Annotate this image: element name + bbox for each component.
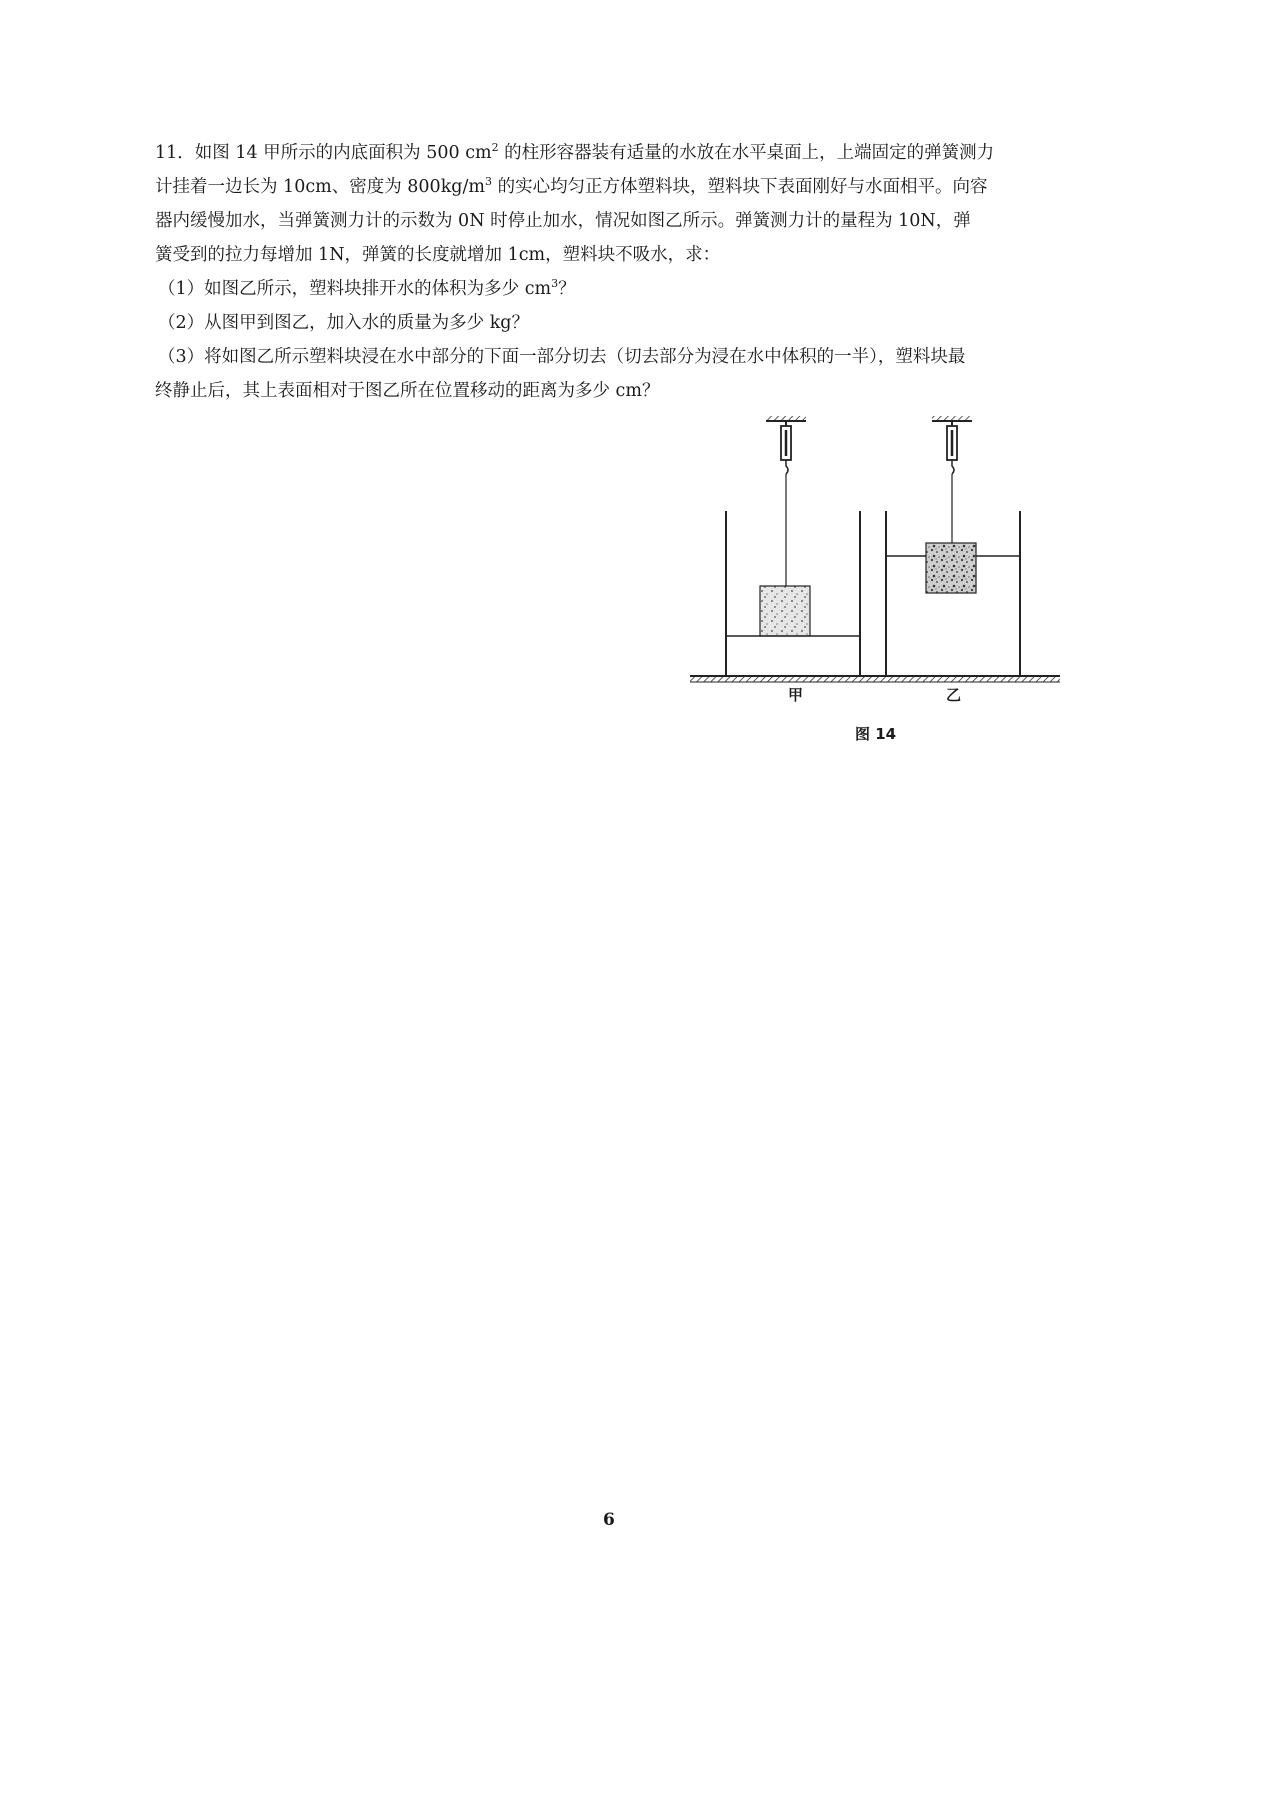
question-intro-line-4: 簧受到的拉力每增加 1N，弹簧的长度就增加 1cm，塑料块不吸水，求： [155,245,721,265]
question-11 [155,136,1075,408]
sub-question-2: （2）从图甲到图乙，加入水的质量为多少 kg？ [158,313,530,333]
figure-14-drawing [680,408,1080,708]
sub-question-3-line-2: 终静止后，其上表面相对于图乙所在位置移动的距离为多少 cm？ [155,381,660,401]
table-surface [690,676,1060,682]
question-intro-line-2: 计挂着一边长为 10cm、密度为 $800kg/m^3$ 的实心均匀正方体塑料块，塑料块下表面刚好与水面相平。向容 [155,175,988,197]
spring-scale-left [781,426,791,474]
figure-caption: 图 14 [855,725,897,743]
plastic-block-left [760,586,810,636]
sub-question-1: （1）如图乙所示，塑料块排开水的体积为多少 $cm^3$？ [158,277,576,299]
page-number: 6 [603,1510,615,1530]
figure-14 [680,408,1080,748]
figure-label-right: 乙 [946,686,962,704]
setup-right [886,416,1020,676]
plastic-block-right [926,543,976,593]
question-intro-line-3: 器内缓慢加水，当弹簧测力计的示数为 0N 时停止加水，情况如图乙所示。弹簧测力计的量程为 10N，弹 [155,211,971,231]
figure-label-left: 甲 [788,686,804,704]
spring-scale-right [947,426,957,474]
question-intro-line-1: 11．如图 14 甲所示的内底面积为 500 $cm^2$ 的柱形容器装有适量的水放在水平桌面上，上端固定的弹簧测力 [155,141,995,163]
setup-left [726,416,860,676]
sub-question-3-line-1: （3）将如图乙所示塑料块浸在水中部分的下面一部分切去（切去部分为浸在水中体积的一半），塑料块最 [158,347,966,367]
